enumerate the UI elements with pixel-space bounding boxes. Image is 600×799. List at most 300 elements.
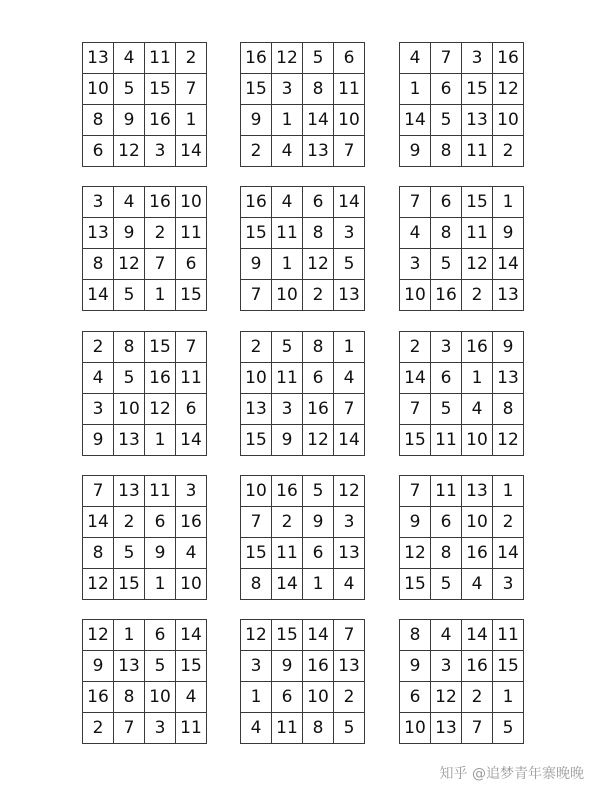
square-cell: 8 <box>431 218 462 249</box>
square-cell: 3 <box>431 651 462 682</box>
square-cell: 14 <box>176 136 207 167</box>
square-cell: 12 <box>303 249 334 280</box>
square-cell: 16 <box>462 651 493 682</box>
square-cell: 9 <box>303 507 334 538</box>
square-cell: 12 <box>114 136 145 167</box>
square-cell: 1 <box>145 425 176 456</box>
square-cell: 2 <box>176 43 207 74</box>
square-row <box>241 136 365 167</box>
square-row <box>241 332 365 363</box>
square-cell: 4 <box>272 187 303 218</box>
square-cell: 15 <box>241 538 272 569</box>
square-cell: 2 <box>462 280 493 311</box>
square-cell: 7 <box>176 332 207 363</box>
square-cell: 9 <box>493 332 524 363</box>
square-cell: 5 <box>114 74 145 105</box>
square-cell: 12 <box>83 620 114 651</box>
square-row <box>241 713 365 744</box>
square-row <box>83 476 207 507</box>
square-cell: 7 <box>176 74 207 105</box>
square-row <box>83 394 207 425</box>
square-row <box>83 280 207 311</box>
square-cell: 8 <box>303 74 334 105</box>
square-cell: 10 <box>241 476 272 507</box>
square-cell: 8 <box>303 332 334 363</box>
square-cell: 13 <box>493 280 524 311</box>
square-cell: 15 <box>241 425 272 456</box>
square-cell: 3 <box>272 394 303 425</box>
square-cell: 7 <box>400 476 431 507</box>
square-row <box>400 136 524 167</box>
square-cell: 11 <box>493 620 524 651</box>
square-cell: 9 <box>83 651 114 682</box>
square-cell: 5 <box>114 280 145 311</box>
square-cell: 1 <box>272 105 303 136</box>
square-cell: 3 <box>83 187 114 218</box>
square-cell: 9 <box>400 136 431 167</box>
square-cell: 10 <box>114 394 145 425</box>
square-cell: 6 <box>303 187 334 218</box>
square-cell: 14 <box>400 363 431 394</box>
square-cell: 6 <box>176 394 207 425</box>
square-cell: 2 <box>462 682 493 713</box>
square-cell: 13 <box>334 651 365 682</box>
square-cell: 13 <box>303 136 334 167</box>
square-cell: 2 <box>145 218 176 249</box>
square-cell: 9 <box>272 651 303 682</box>
square-cell: 6 <box>431 74 462 105</box>
square-cell: 15 <box>241 74 272 105</box>
square-cell: 5 <box>114 538 145 569</box>
square-cell: 14 <box>176 425 207 456</box>
square-row <box>400 425 524 456</box>
square-cell: 7 <box>400 187 431 218</box>
square-cell: 8 <box>493 394 524 425</box>
square-cell: 6 <box>400 682 431 713</box>
square-cell: 1 <box>145 569 176 600</box>
square-cell: 3 <box>400 249 431 280</box>
square-cell: 4 <box>400 43 431 74</box>
square-row <box>83 218 207 249</box>
magic-square <box>82 42 207 167</box>
square-cell: 12 <box>431 682 462 713</box>
square-cell: 9 <box>272 425 303 456</box>
square-row <box>241 620 365 651</box>
magic-square <box>240 475 365 600</box>
square-row <box>241 363 365 394</box>
square-cell: 8 <box>303 713 334 744</box>
square-cell: 1 <box>493 682 524 713</box>
square-row <box>400 651 524 682</box>
square-cell: 11 <box>431 476 462 507</box>
square-cell: 13 <box>241 394 272 425</box>
square-cell: 7 <box>431 43 462 74</box>
square-cell: 6 <box>145 507 176 538</box>
square-cell: 6 <box>303 538 334 569</box>
square-cell: 3 <box>83 394 114 425</box>
square-row <box>83 713 207 744</box>
square-cell: 15 <box>176 651 207 682</box>
square-cell: 11 <box>272 218 303 249</box>
square-cell: 7 <box>241 507 272 538</box>
square-row <box>400 43 524 74</box>
magic-square <box>399 619 524 744</box>
magic-square <box>240 186 365 311</box>
square-row <box>83 43 207 74</box>
square-cell: 5 <box>431 394 462 425</box>
square-row <box>83 136 207 167</box>
square-cell: 12 <box>241 620 272 651</box>
square-cell: 16 <box>303 651 334 682</box>
square-cell: 3 <box>462 43 493 74</box>
square-cell: 9 <box>114 218 145 249</box>
square-cell: 6 <box>334 43 365 74</box>
square-cell: 7 <box>145 249 176 280</box>
square-cell: 13 <box>493 363 524 394</box>
square-row <box>83 187 207 218</box>
magic-square <box>399 475 524 600</box>
square-cell: 10 <box>83 74 114 105</box>
square-cell: 6 <box>431 507 462 538</box>
square-cell: 10 <box>334 105 365 136</box>
square-cell: 16 <box>462 538 493 569</box>
square-cell: 3 <box>145 713 176 744</box>
square-cell: 6 <box>145 620 176 651</box>
square-cell: 11 <box>272 538 303 569</box>
square-cell: 15 <box>400 569 431 600</box>
square-cell: 12 <box>462 249 493 280</box>
square-cell: 16 <box>176 507 207 538</box>
square-cell: 8 <box>83 249 114 280</box>
square-cell: 7 <box>462 713 493 744</box>
square-cell: 4 <box>334 569 365 600</box>
square-row <box>241 569 365 600</box>
square-cell: 13 <box>83 218 114 249</box>
square-cell: 12 <box>145 394 176 425</box>
square-cell: 1 <box>493 187 524 218</box>
square-cell: 16 <box>241 43 272 74</box>
square-row <box>400 249 524 280</box>
square-cell: 8 <box>83 538 114 569</box>
square-cell: 2 <box>303 280 334 311</box>
square-row <box>241 394 365 425</box>
square-row <box>83 363 207 394</box>
square-cell: 3 <box>431 332 462 363</box>
square-row <box>400 538 524 569</box>
square-cell: 2 <box>400 332 431 363</box>
magic-square <box>399 331 524 456</box>
square-cell: 9 <box>145 538 176 569</box>
square-cell: 14 <box>334 187 365 218</box>
square-cell: 9 <box>493 218 524 249</box>
square-cell: 12 <box>400 538 431 569</box>
square-cell: 1 <box>145 280 176 311</box>
square-cell: 14 <box>493 249 524 280</box>
square-row <box>400 74 524 105</box>
square-cell: 6 <box>176 249 207 280</box>
square-cell: 5 <box>431 569 462 600</box>
square-cell: 11 <box>272 713 303 744</box>
square-cell: 12 <box>272 43 303 74</box>
square-row <box>400 105 524 136</box>
square-cell: 2 <box>241 136 272 167</box>
square-cell: 15 <box>462 74 493 105</box>
square-row <box>241 425 365 456</box>
square-cell: 10 <box>400 713 431 744</box>
square-cell: 9 <box>400 507 431 538</box>
square-cell: 13 <box>114 425 145 456</box>
square-row <box>83 105 207 136</box>
magic-square <box>240 42 365 167</box>
square-cell: 10 <box>176 569 207 600</box>
square-row <box>83 569 207 600</box>
square-row <box>83 651 207 682</box>
square-cell: 13 <box>462 476 493 507</box>
square-cell: 12 <box>493 74 524 105</box>
square-cell: 9 <box>83 425 114 456</box>
square-cell: 15 <box>114 569 145 600</box>
square-cell: 1 <box>176 105 207 136</box>
square-cell: 8 <box>114 682 145 713</box>
square-row <box>83 74 207 105</box>
square-cell: 1 <box>334 332 365 363</box>
square-cell: 16 <box>493 43 524 74</box>
square-cell: 5 <box>272 332 303 363</box>
square-cell: 11 <box>462 218 493 249</box>
square-cell: 4 <box>176 682 207 713</box>
square-row <box>400 394 524 425</box>
square-cell: 16 <box>431 280 462 311</box>
square-row <box>400 507 524 538</box>
square-cell: 8 <box>431 538 462 569</box>
square-row <box>83 507 207 538</box>
magic-square <box>399 42 524 167</box>
square-cell: 12 <box>114 249 145 280</box>
square-cell: 14 <box>334 425 365 456</box>
square-cell: 11 <box>462 136 493 167</box>
square-cell: 16 <box>145 105 176 136</box>
square-cell: 11 <box>176 218 207 249</box>
square-cell: 5 <box>431 105 462 136</box>
square-cell: 7 <box>334 136 365 167</box>
magic-square <box>82 619 207 744</box>
watermark: 知乎 @追梦青年寨晚晚 <box>439 766 584 782</box>
square-cell: 8 <box>400 620 431 651</box>
square-cell: 13 <box>462 105 493 136</box>
square-cell: 15 <box>145 74 176 105</box>
square-row <box>241 682 365 713</box>
square-cell: 11 <box>145 476 176 507</box>
square-row <box>241 651 365 682</box>
square-row <box>241 507 365 538</box>
square-cell: 1 <box>493 476 524 507</box>
square-cell: 6 <box>272 682 303 713</box>
square-cell: 14 <box>272 569 303 600</box>
square-cell: 14 <box>462 620 493 651</box>
square-cell: 10 <box>493 105 524 136</box>
square-cell: 15 <box>462 187 493 218</box>
square-row <box>241 249 365 280</box>
square-cell: 5 <box>334 249 365 280</box>
square-cell: 2 <box>493 136 524 167</box>
square-cell: 13 <box>334 280 365 311</box>
square-cell: 3 <box>493 569 524 600</box>
square-cell: 11 <box>145 43 176 74</box>
square-row <box>83 538 207 569</box>
square-cell: 3 <box>334 507 365 538</box>
square-row <box>400 569 524 600</box>
square-cell: 15 <box>272 620 303 651</box>
magic-square <box>240 619 365 744</box>
square-row <box>241 538 365 569</box>
square-cell: 4 <box>334 363 365 394</box>
square-row <box>241 280 365 311</box>
square-cell: 7 <box>83 476 114 507</box>
square-cell: 1 <box>462 363 493 394</box>
square-row <box>83 425 207 456</box>
square-row <box>400 620 524 651</box>
square-row <box>83 682 207 713</box>
square-cell: 5 <box>493 713 524 744</box>
square-cell: 2 <box>83 332 114 363</box>
square-cell: 10 <box>272 280 303 311</box>
square-cell: 16 <box>145 187 176 218</box>
square-row <box>400 713 524 744</box>
square-cell: 11 <box>176 363 207 394</box>
square-cell: 3 <box>272 74 303 105</box>
square-cell: 5 <box>431 249 462 280</box>
square-cell: 16 <box>462 332 493 363</box>
square-cell: 12 <box>83 569 114 600</box>
square-row <box>241 187 365 218</box>
square-cell: 10 <box>400 280 431 311</box>
square-cell: 7 <box>400 394 431 425</box>
square-cell: 14 <box>493 538 524 569</box>
square-cell: 5 <box>145 651 176 682</box>
square-cell: 16 <box>272 476 303 507</box>
square-cell: 13 <box>114 476 145 507</box>
square-cell: 10 <box>176 187 207 218</box>
square-cell: 15 <box>145 332 176 363</box>
square-cell: 4 <box>114 43 145 74</box>
square-cell: 7 <box>114 713 145 744</box>
square-row <box>83 620 207 651</box>
square-cell: 10 <box>462 425 493 456</box>
square-cell: 8 <box>303 218 334 249</box>
square-cell: 4 <box>462 569 493 600</box>
square-cell: 3 <box>176 476 207 507</box>
square-cell: 10 <box>241 363 272 394</box>
magic-square <box>82 475 207 600</box>
square-cell: 2 <box>334 682 365 713</box>
square-cell: 16 <box>303 394 334 425</box>
square-cell: 16 <box>83 682 114 713</box>
square-row <box>241 218 365 249</box>
square-cell: 16 <box>241 187 272 218</box>
square-cell: 4 <box>83 363 114 394</box>
square-cell: 5 <box>303 43 334 74</box>
square-row <box>400 218 524 249</box>
square-cell: 4 <box>114 187 145 218</box>
square-cell: 10 <box>145 682 176 713</box>
square-cell: 14 <box>176 620 207 651</box>
square-cell: 9 <box>241 249 272 280</box>
square-cell: 9 <box>400 651 431 682</box>
square-cell: 1 <box>272 249 303 280</box>
square-cell: 6 <box>431 363 462 394</box>
square-cell: 13 <box>431 713 462 744</box>
square-cell: 16 <box>145 363 176 394</box>
square-cell: 9 <box>241 105 272 136</box>
magic-square <box>399 186 524 311</box>
square-cell: 4 <box>431 620 462 651</box>
square-cell: 4 <box>400 218 431 249</box>
square-cell: 3 <box>145 136 176 167</box>
square-cell: 12 <box>303 425 334 456</box>
square-cell: 4 <box>462 394 493 425</box>
square-row <box>241 476 365 507</box>
square-cell: 15 <box>241 218 272 249</box>
square-cell: 2 <box>114 507 145 538</box>
square-cell: 15 <box>493 651 524 682</box>
square-cell: 11 <box>334 74 365 105</box>
square-cell: 8 <box>241 569 272 600</box>
square-row <box>400 280 524 311</box>
magic-square <box>240 331 365 456</box>
square-cell: 2 <box>83 713 114 744</box>
square-cell: 5 <box>114 363 145 394</box>
square-cell: 13 <box>83 43 114 74</box>
square-cell: 14 <box>400 105 431 136</box>
square-row <box>400 476 524 507</box>
square-row <box>83 249 207 280</box>
square-cell: 14 <box>83 507 114 538</box>
square-cell: 8 <box>431 136 462 167</box>
square-cell: 15 <box>176 280 207 311</box>
square-cell: 13 <box>334 538 365 569</box>
magic-square <box>82 331 207 456</box>
square-cell: 7 <box>241 280 272 311</box>
square-cell: 1 <box>114 620 145 651</box>
square-cell: 5 <box>303 476 334 507</box>
square-cell: 4 <box>241 713 272 744</box>
square-cell: 6 <box>83 136 114 167</box>
square-cell: 1 <box>400 74 431 105</box>
square-cell: 6 <box>303 363 334 394</box>
square-cell: 12 <box>493 425 524 456</box>
square-cell: 4 <box>176 538 207 569</box>
square-cell: 14 <box>83 280 114 311</box>
square-cell: 2 <box>493 507 524 538</box>
square-row <box>83 332 207 363</box>
magic-square <box>82 186 207 311</box>
square-cell: 4 <box>272 136 303 167</box>
square-cell: 11 <box>272 363 303 394</box>
square-cell: 11 <box>176 713 207 744</box>
square-cell: 13 <box>114 651 145 682</box>
square-row <box>400 187 524 218</box>
square-cell: 10 <box>303 682 334 713</box>
square-cell: 2 <box>241 332 272 363</box>
square-row <box>400 363 524 394</box>
square-cell: 12 <box>334 476 365 507</box>
square-row <box>400 332 524 363</box>
square-cell: 6 <box>431 187 462 218</box>
square-cell: 8 <box>114 332 145 363</box>
square-cell: 7 <box>334 620 365 651</box>
square-cell: 1 <box>241 682 272 713</box>
square-cell: 10 <box>462 507 493 538</box>
